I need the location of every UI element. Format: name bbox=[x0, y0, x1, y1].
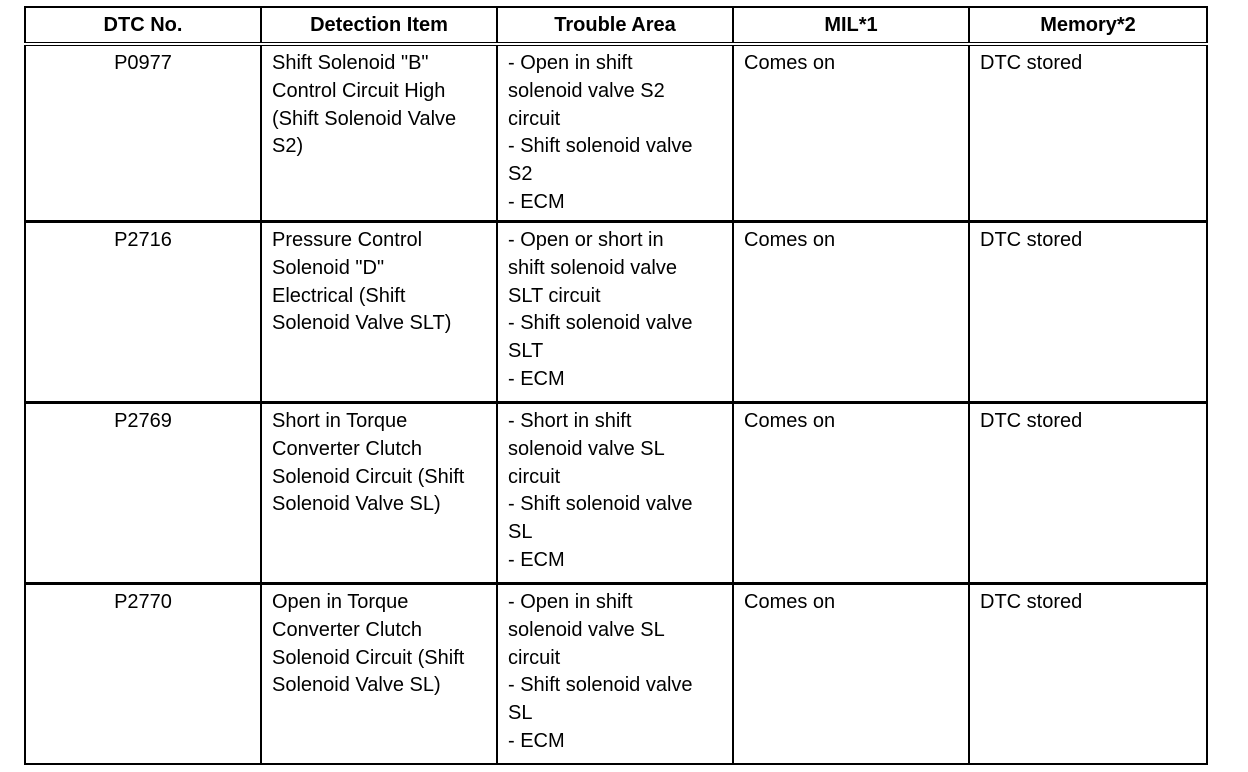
detection-item-cell bbox=[261, 222, 497, 403]
detection-line: S2) bbox=[272, 135, 304, 158]
trouble-line: - Open or short in bbox=[508, 229, 664, 251]
trouble-line: - Shift solenoid valve bbox=[508, 312, 693, 335]
header-detection-item: Detection Item bbox=[261, 7, 497, 44]
trouble-line: circuit bbox=[508, 107, 561, 130]
table-row bbox=[25, 44, 1207, 222]
trouble-line: SL bbox=[508, 702, 533, 725]
header-mil: MIL*1 bbox=[733, 7, 969, 44]
detection-line: Solenoid Valve SL) bbox=[272, 674, 441, 697]
detection-line: Solenoid Valve SLT) bbox=[272, 312, 452, 335]
trouble-area-cell bbox=[497, 403, 733, 584]
trouble-line: circuit bbox=[508, 646, 561, 669]
dtc-code-cell: P2716 bbox=[25, 222, 261, 403]
detection-line: Solenoid "D" bbox=[272, 256, 385, 279]
memory-cell: DTC stored bbox=[969, 584, 1207, 765]
table-row bbox=[25, 403, 1207, 584]
detection-line: Electrical (Shift bbox=[272, 284, 406, 307]
detection-line: Solenoid Circuit (Shift bbox=[272, 646, 465, 669]
trouble-line: SLT circuit bbox=[508, 284, 601, 307]
trouble-line: - ECM bbox=[508, 548, 565, 571]
trouble-line: - Open in shift bbox=[508, 591, 633, 613]
memory-cell: DTC stored bbox=[969, 44, 1207, 222]
dtc-code-cell: P2770 bbox=[25, 584, 261, 765]
table-row bbox=[25, 584, 1207, 765]
table-body bbox=[25, 44, 1207, 764]
trouble-line: - ECM bbox=[508, 729, 565, 752]
table-row bbox=[25, 222, 1207, 403]
memory-cell: DTC stored bbox=[969, 403, 1207, 584]
detection-line: Converter Clutch bbox=[272, 618, 423, 641]
trouble-line: S2 bbox=[508, 163, 533, 186]
trouble-line: SLT bbox=[508, 340, 544, 363]
mil-cell: Comes on bbox=[733, 403, 969, 584]
trouble-line: solenoid valve SL bbox=[508, 618, 665, 641]
detection-line: Converter Clutch bbox=[272, 437, 423, 460]
detection-line: Shift Solenoid "B" bbox=[272, 52, 429, 74]
trouble-line: - Shift solenoid valve bbox=[508, 493, 693, 516]
mil-cell: Comes on bbox=[733, 44, 969, 222]
detection-line: Control Circuit High bbox=[272, 79, 446, 102]
trouble-line: - ECM bbox=[508, 367, 565, 390]
dtc-code-cell: P2769 bbox=[25, 403, 261, 584]
trouble-line: - Short in shift bbox=[508, 410, 632, 432]
detection-item-cell bbox=[261, 584, 497, 765]
detection-line: Solenoid Valve SL) bbox=[272, 493, 441, 516]
trouble-line: solenoid valve S2 bbox=[508, 79, 665, 102]
mil-cell: Comes on bbox=[733, 584, 969, 765]
memory-cell: DTC stored bbox=[969, 222, 1207, 403]
dtc-table bbox=[24, 6, 1208, 765]
trouble-line: - ECM bbox=[508, 190, 565, 213]
trouble-area-cell bbox=[497, 584, 733, 765]
trouble-line: shift solenoid valve bbox=[508, 256, 677, 279]
trouble-line: SL bbox=[508, 521, 533, 544]
trouble-line: - Open in shift bbox=[508, 52, 633, 74]
detection-line: Pressure Control bbox=[272, 229, 423, 251]
detection-line: Short in Torque bbox=[272, 410, 408, 432]
header-row bbox=[25, 7, 1207, 44]
header-trouble-area: Trouble Area bbox=[497, 7, 733, 44]
trouble-line: circuit bbox=[508, 465, 561, 488]
mil-cell: Comes on bbox=[733, 222, 969, 403]
detection-line: Solenoid Circuit (Shift bbox=[272, 465, 465, 488]
trouble-line: solenoid valve SL bbox=[508, 437, 665, 460]
header-dtc-no: DTC No. bbox=[25, 7, 261, 44]
trouble-area-cell bbox=[497, 44, 733, 222]
detection-item-cell bbox=[261, 403, 497, 584]
dtc-code-cell: P0977 bbox=[25, 44, 261, 222]
detection-line: (Shift Solenoid Valve bbox=[272, 107, 457, 130]
trouble-line: - Shift solenoid valve bbox=[508, 135, 693, 158]
trouble-line: - Shift solenoid valve bbox=[508, 674, 693, 697]
trouble-area-cell bbox=[497, 222, 733, 403]
detection-item-cell bbox=[261, 44, 497, 222]
table-header bbox=[25, 7, 1207, 44]
header-memory: Memory*2 bbox=[969, 7, 1207, 44]
detection-line: Open in Torque bbox=[272, 591, 409, 613]
